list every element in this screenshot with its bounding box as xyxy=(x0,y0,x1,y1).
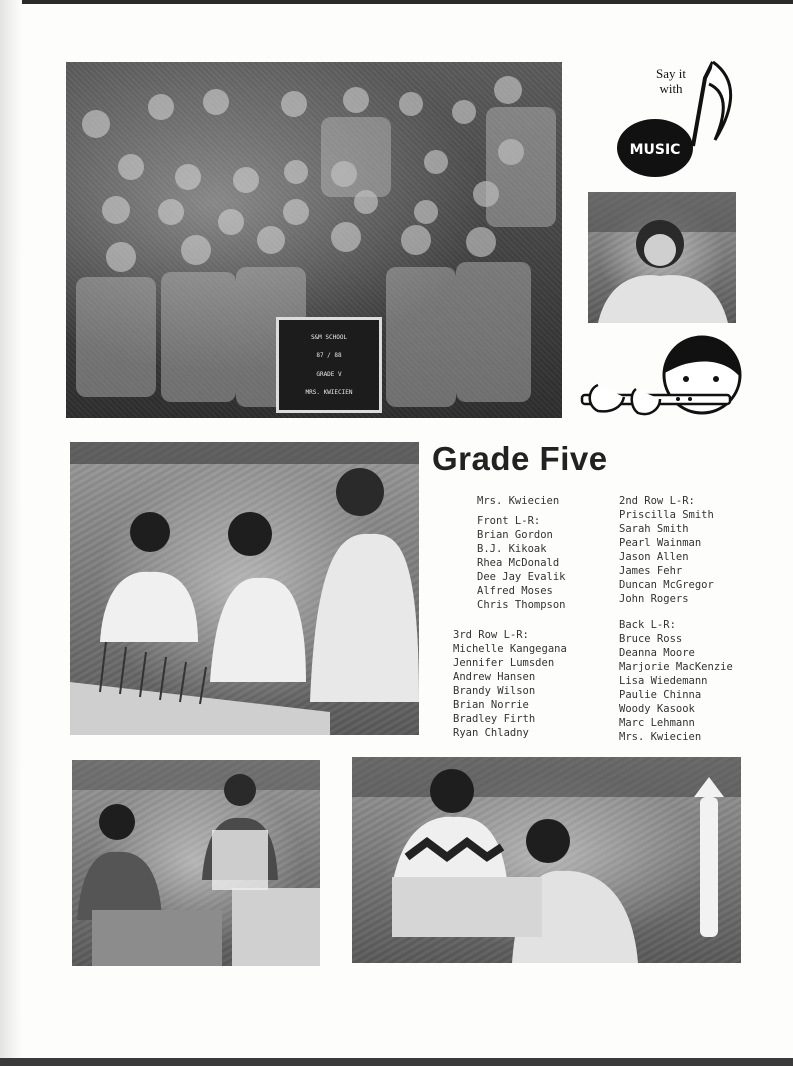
logo-music-word: MUSIC xyxy=(629,142,681,158)
classroom-craft-photo xyxy=(352,757,741,963)
roster-name: Brandy Wilson xyxy=(453,685,536,697)
sign-grade: GRADE V xyxy=(316,370,342,378)
roster-name: Pearl Wainman xyxy=(619,537,702,549)
flute-cartoon-icon xyxy=(578,333,744,433)
roster-name: Bruce Ross xyxy=(619,633,683,645)
page-top-edge xyxy=(0,0,793,4)
say-it-with-music-logo xyxy=(613,58,743,183)
roster-back-label: Back L-R: xyxy=(619,619,676,631)
xylophone-class-photo xyxy=(70,442,419,735)
classroom-craft-scene xyxy=(352,757,741,963)
roster-name: Chris Thompson xyxy=(477,599,566,611)
roster-name: Andrew Hansen xyxy=(453,671,536,683)
flute-player-cartoon xyxy=(578,333,744,433)
roster-third-label: 3rd Row L-R: xyxy=(453,629,529,641)
roster-name: Marc Lehmann xyxy=(619,717,695,729)
portrait-figure xyxy=(588,192,736,323)
roster-name: Paulie Chinna xyxy=(619,689,702,701)
roster-name: Marjorie MacKenzie xyxy=(619,661,733,673)
roster-name: Lisa Wiedemann xyxy=(619,675,708,687)
roster-name: Duncan McGregor xyxy=(619,579,714,591)
roster-name: Sarah Smith xyxy=(619,523,689,535)
xylophone-scene xyxy=(70,442,419,735)
logo-say-text: Say it with xyxy=(656,66,686,96)
roster-name: James Fehr xyxy=(619,565,683,577)
roster-name: Dee Jay Evalik xyxy=(477,571,566,583)
music-practice-photo xyxy=(72,760,320,966)
music-note-icon xyxy=(613,58,743,183)
sign-school: S&M SCHOOL xyxy=(310,333,348,341)
roster-name: Rhea McDonald xyxy=(477,557,560,569)
roster-name: Ryan Chladny xyxy=(453,727,529,739)
student-portrait-photo xyxy=(588,192,736,323)
page-binding-edge xyxy=(0,0,22,1066)
class-group-photo xyxy=(66,62,562,418)
roster-name: Brian Norrie xyxy=(453,699,529,711)
class-name-sign xyxy=(276,317,382,413)
roster-name: Woody Kasook xyxy=(619,703,695,715)
music-practice-scene xyxy=(72,760,320,966)
roster-second-label: 2nd Row L-R: xyxy=(619,495,695,507)
roster-name: Priscilla Smith xyxy=(619,509,714,521)
roster-name: Jason Allen xyxy=(619,551,689,563)
roster-name: Alfred Moses xyxy=(477,585,553,597)
roster-name: Mrs. Kwiecien xyxy=(619,731,702,743)
page-title: Grade Five xyxy=(432,440,608,477)
roster-front-label: Front L-R: xyxy=(477,515,541,527)
roster-column-left-lower xyxy=(453,628,567,740)
sign-year: 87 / 88 xyxy=(316,352,342,360)
roster-name: Brian Gordon xyxy=(477,529,553,541)
roster-name: John Rogers xyxy=(619,593,689,605)
roster-name: Jennifer Lumsden xyxy=(453,657,555,669)
roster-column-left xyxy=(477,494,566,612)
page-bottom-edge xyxy=(0,1058,793,1066)
roster-column-right-lower xyxy=(619,618,733,744)
sign-teacher: MRS. KWIECIEN xyxy=(305,389,353,397)
roster-name: Bradley Firth xyxy=(453,713,536,725)
roster-teacher: Mrs. Kwiecien xyxy=(477,495,560,507)
roster-column-right xyxy=(619,494,714,606)
roster-name: Michelle Kangegana xyxy=(453,643,567,655)
roster-name: Deanna Moore xyxy=(619,647,695,659)
roster-name: B.J. Kikoak xyxy=(477,543,547,555)
